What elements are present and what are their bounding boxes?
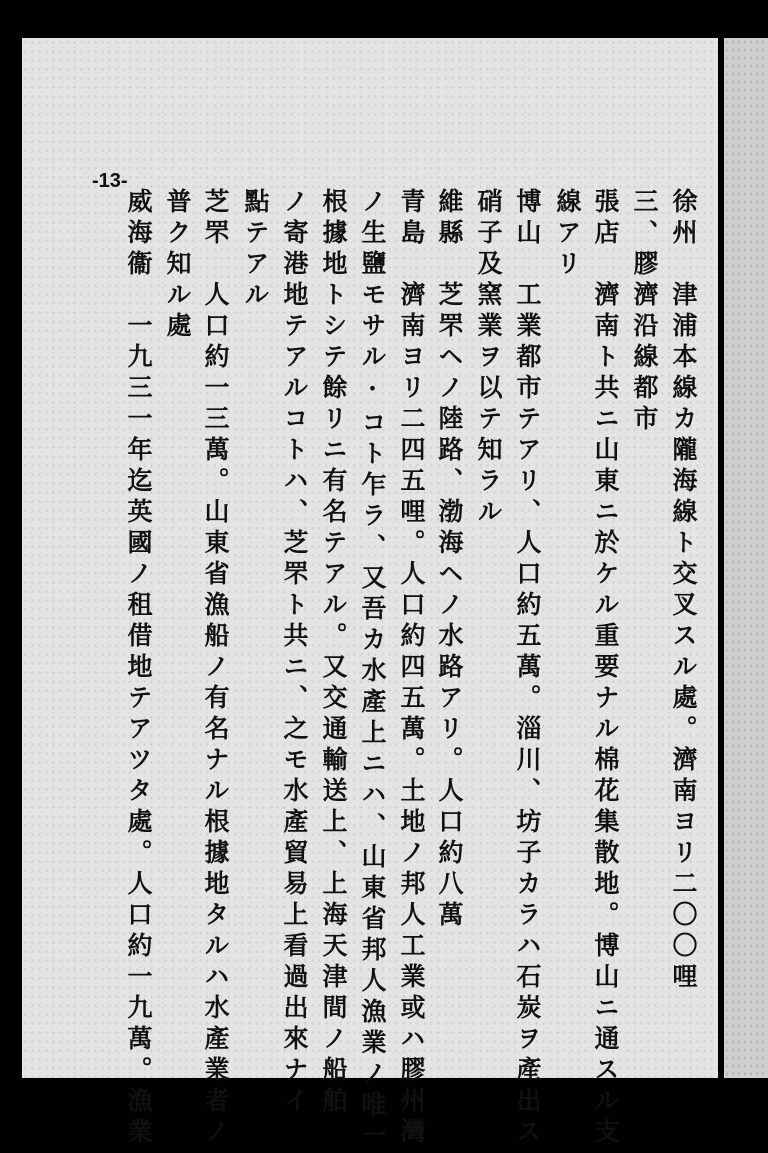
text-column-11: ノ寄港地テアルコトハ、芝罘ト共ニ、之モ水產貿易上看過出來ナイ <box>280 188 309 1118</box>
text-column-2: 三、膠濟沿線都市 <box>630 188 659 436</box>
document-page <box>22 38 718 1153</box>
text-column-8: 青島 濟南ヨリ二四五哩。人口約四五萬。土地ノ邦人工業或ハ膠州灣 <box>397 188 426 1149</box>
text-column-13: 芝罘 人口約一三萬。山東省漁船ノ有名ナル根據地タルハ水產業者ノ <box>201 188 230 1149</box>
page-number: -13- <box>92 170 128 192</box>
text-column-3: 張店 濟南ト共ニ山東ニ於ケル重要ナル棉花集散地。博山ニ通スル支 <box>591 188 620 1149</box>
adjacent-page-edge <box>724 38 768 1078</box>
text-column-1: 徐州 津浦本線カ隴海線ト交叉スル處。濟南ヨリ二〇〇哩 <box>669 188 698 994</box>
text-column-4: 線アリ <box>553 188 582 281</box>
text-column-9: ノ生鹽モサル·コト乍ラ、又吾カ水產上ニハ、山東省邦人漁業ノ唯一 <box>358 188 387 1153</box>
text-column-6: 硝子及窯業ヲ以テ知ラル <box>474 188 503 529</box>
text-column-14: 普ク知ル處 <box>163 188 192 343</box>
text-column-10: 根據地トシテ餘リニ有名テアル。又交通輸送上、上海天津間ノ船舶 <box>319 188 348 1118</box>
text-column-5: 博山 工業都市テアリ、人口約五萬。淄川、坊子カラハ石炭ヲ產出ス <box>513 188 542 1149</box>
text-column-7: 維縣 芝罘ヘノ陸路、渤海ヘノ水路アリ。人口約八萬 <box>435 188 464 932</box>
text-column-15: 威海衞 一九三一年迄英國ノ租借地テアツタ處。人口約一九萬。漁業 <box>124 188 153 1149</box>
text-column-12: 點テアル <box>241 188 270 312</box>
